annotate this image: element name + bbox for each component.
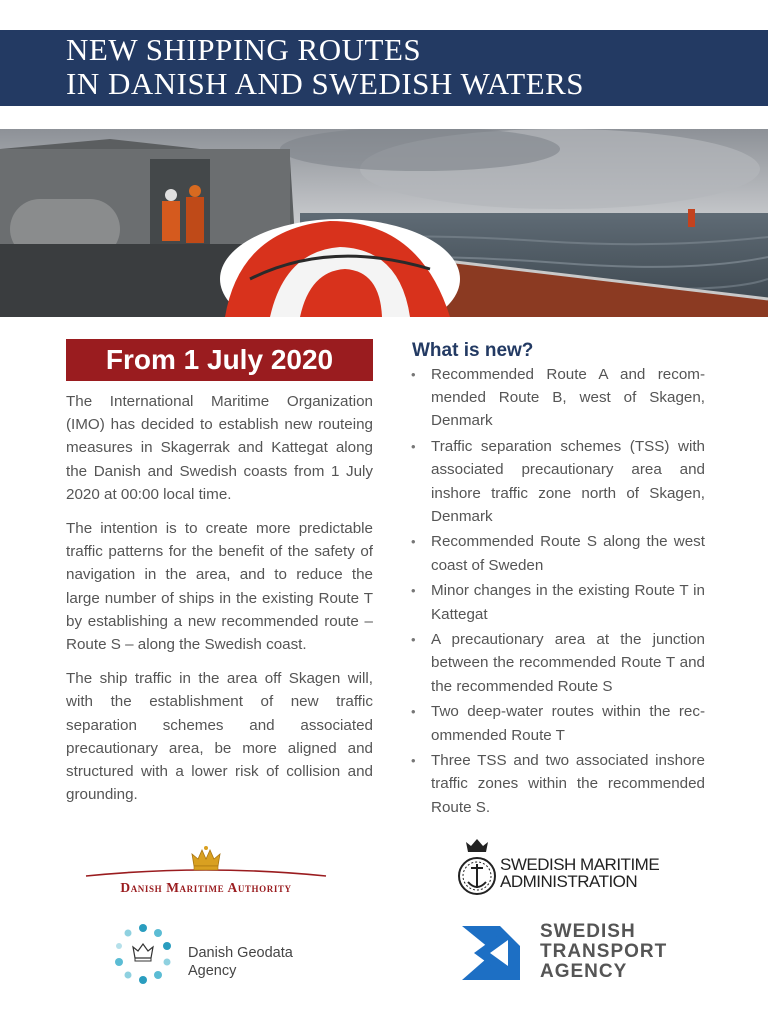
- danish-maritime-authority-logo: [84, 842, 328, 898]
- bullet-icon: •: [411, 583, 416, 599]
- anchor-emblem-icon: [456, 838, 498, 900]
- date-heading: From 1 July 2020: [66, 339, 373, 381]
- list-item: • Minor changes in the existing Route T in Kattegat: [409, 579, 705, 625]
- swedish-maritime-administration-logo: [456, 838, 686, 900]
- page-title-line2: IN DANISH AND SWEDISH WATERS: [66, 66, 585, 101]
- list-item: • Recommended Route S along the west coast of Sweden: [409, 530, 705, 576]
- list-item: • Three TSS and two associated inshore traffic zones within the recommended Route S.: [409, 749, 705, 819]
- bullet-icon: •: [411, 632, 416, 648]
- swedish-transport-agency-logo: [460, 922, 690, 984]
- danish-geodata-agency-logo: [108, 922, 328, 984]
- page-title-line1: NEW SHIPPING ROUTES: [66, 32, 422, 67]
- list-item: • Recommended Route A and recommended Route B, west of Skagen, Denmark: [409, 363, 705, 433]
- crown-icon: [84, 842, 328, 878]
- intro-paragraph: The International Maritime Organization (IMO) has decided to establish new routeing measures in Skagerrak and Kattegat along the Danish and Swedish coasts from 1 July 2020 at 00:00 local time.: [66, 393, 373, 503]
- list-item: • Traffic separation schemes (TSS) with associated precautionary area and inshore traffic zone north of Skagen, Denmark: [409, 435, 705, 528]
- bullet-icon: •: [411, 534, 416, 550]
- title-banner: [0, 30, 768, 106]
- hero-photo: [0, 129, 768, 317]
- ship-deck-photo: [0, 129, 768, 317]
- dma-name: Danish Maritime Authority: [120, 880, 292, 895]
- geodata-dots-icon: [108, 922, 178, 984]
- list-item: • Two deep-water routes within the recommended Route T: [409, 700, 705, 746]
- sta-name: SWEDISH TRANSPORT AGENCY: [540, 921, 668, 982]
- whats-new-list: [409, 363, 705, 821]
- list-item: • A precautionary area at the junction between the recommended Route T and the recommended Route S: [409, 628, 705, 698]
- dga-name: Danish Geodata Agency: [188, 945, 293, 979]
- bullet-icon: •: [411, 753, 416, 769]
- bullet-icon: •: [411, 367, 416, 382]
- intention-paragraph: The intention is to create more predictable traffic patterns for the benefit of the safety of navigation in the area, and to reduce the large number of ships in the existing Route T by establishing a new recommended route – Route S – along the Swedish coast.: [66, 520, 373, 654]
- sma-name: SWEDISH MARITIME ADMINISTRATION: [500, 855, 660, 891]
- intro-column: [66, 390, 373, 817]
- bullet-icon: •: [411, 439, 416, 455]
- traffic-paragraph: The ship traffic in the area off Skagen will, with the establishment of new traffic separation schemes and associated precautionary area, be more aligned and structured with a lower risk of collision and grounding.: [66, 670, 373, 804]
- transport-agency-mark-icon: [460, 922, 524, 982]
- whats-new-heading: What is new?: [412, 340, 534, 361]
- bullet-icon: •: [411, 704, 416, 720]
